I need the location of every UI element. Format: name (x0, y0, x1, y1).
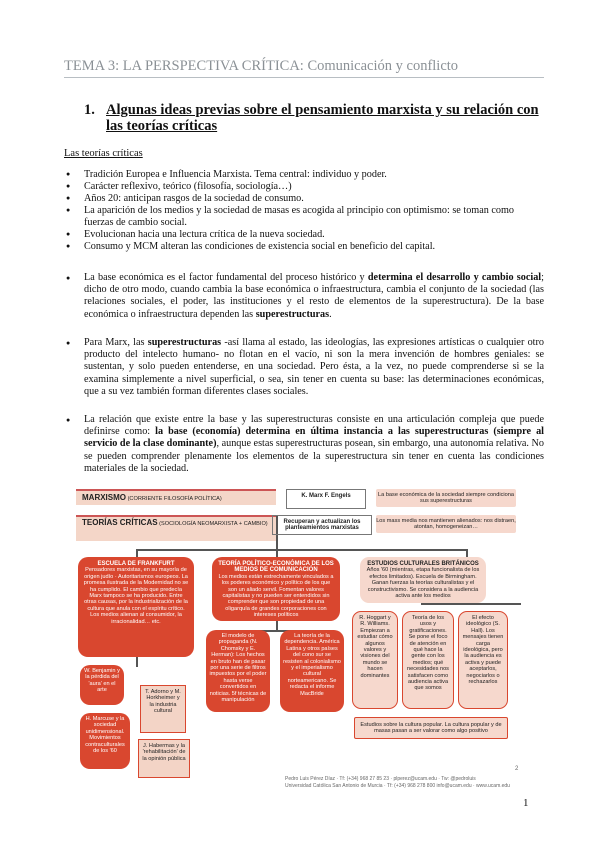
habermas-box: J. Habermas y la 'rehabilitación' de la opinión pública (138, 739, 190, 778)
list-item: ● Evolucionan hacia una lectura crítica de la nueva sociedad. (64, 229, 544, 241)
list-item: ● Consumo y MCM alteran las condiciones de existencia social en beneficio del capital. (64, 241, 544, 253)
diagram-page-number: 2 (515, 766, 519, 772)
efecto-box: El efecto ideológico (S. Hall). Los mensajes tienen carga ideológica, pero la audiencia es activa y puede aceptarlos, negociarlos o rechazarlos (458, 611, 508, 709)
recuperan-note: Los mass media nos mantienen alienados: nos distraen, atontan, homogeneizan… (376, 515, 516, 533)
header-subtitle: Comunicación y conflicto (303, 58, 459, 74)
list-item: ● Años 20: anticipan rasgos de la sociedad de consumo. (64, 193, 544, 205)
marcuse-box: H. Marcuse y la sociedad unidimensional. Movimientos contraculturales de los '60 (80, 713, 130, 769)
propaganda-box: El modelo de propaganda (N. Chomsky y E. Herman): Los hechos en bruto han de pasar por una serie de filtros impuestos por el poder hasta verse convertidos en noticias. 5f técnicas de manipulación (206, 630, 270, 712)
concept-map (76, 485, 534, 778)
paragraph-relacion: ● La relación que existe entre la base y las superestructuras consiste en una articulación compleja que puede definirse como: la base (economía) determina en última instancia a las superestructuras (siempre al servicio de la clase dominante), aunque estas superestructuras posean, sin embargo, una autonomía relativa. No se pueden comprender plenamente los elementos de la superestructura sin tener en cuenta las condiciones materiales de la sociedad. (64, 414, 544, 475)
page-header (64, 58, 544, 78)
hoggart-box: R. Hoggart y R. Williams. Empiezan a estudiar cómo algunos valores y visiones del mundo se hacen dominantes (352, 611, 398, 709)
section-title: Algunas ideas previas sobre el pensamiento marxista y su relación con las teorías críticas (106, 102, 539, 134)
marxismo-band: MARXISMO (CORRIENTE FILOSOFÍA POLÍTICA) (76, 489, 276, 505)
section-number: 1. (84, 102, 95, 118)
usos-box: Teoría de los usos y gratificaciones. Se pone el foco de atención en qué hace la gente con los medios; qué necesidades nos satisfacen como audiencia activa que somos (402, 611, 454, 709)
recuperan-box: Recuperan y actualizan los planteamientos marxistas (272, 515, 372, 535)
list-item: ● Carácter reflexivo, teórico (filosofía, sociología…) (64, 181, 544, 193)
paragraph-superestructuras: ● Para Marx, las superestructuras -así llama al estado, las ideologías, las expresiones artísticas o cualquier otro producto del intelecto humano- no flotan en el vacío, ni son la mera invención de hombres geniales: se sustentan, y solo pueden entenderse, en una sociedad. Pero ésta, a la vez, no puede comprenderse si se la examina simplemente a nivel superficial, o sea, sin tener en cuenta su base: las determinaciones económicas, que a su vez también forman diferentes clases sociales. (64, 337, 544, 398)
bullet-list (64, 169, 544, 253)
benjamin-box: W. Benjamin y la pérdida del 'aura' en el arte (80, 665, 124, 705)
page-number: 1 (523, 797, 529, 809)
header-title: TEMA 3: LA PERSPECTIVA CRÍTICA: (64, 58, 304, 74)
list-item: ● La aparición de los medios y la sociedad de masas es acogida al principio con optimismo: se toman como fuerzas de cambio social. (64, 205, 544, 228)
frankfurt-box: ESCUELA DE FRANKFURT Pensadores marxistas, en su mayoría de origen judío · Autoritarismos europeos. La promesa ilustrada de la Modernidad no se ha cumplido. El cambio que predecía Marx tampoco se ha producido. Entre otras causas, por la industrialización de la cultura que anula con el espíritu crítico. Los medios alienan al consumidor, la irracionalidad… etc. (78, 557, 194, 657)
section-heading (84, 102, 544, 134)
ecb-box: ESTUDIOS CULTURALES BRITÁNICOS Años '60 (mientras, etapa funcionalista de los efectos limitados). Escuela de Birmingham. Ganan fuerzas la teorías culturalistas y el constructivismo. Se considera a la audiencia activa ante los medios (360, 557, 486, 603)
teorias-band: TEORÍAS CRÍTICAS (SOCIOLOGÍA NEOMARXISTA + CAMBIO) (76, 515, 276, 541)
diagram-footer: Pedro Luis Pérez Díaz · Tf: (+34) 968 27 85 23 · plperez@ucam.edu · Tw: @pedroluis Universidad Católica San Antonio de Murcia · Tf: (+34) 968 278 800 info@ucam.edu · www.ucam.edu (285, 776, 510, 789)
marx-note: La base económica de la sociedad siempre condiciona sus superestructuras (376, 489, 516, 507)
paragraph-base-economica: ● La base económica es el factor fundamental del proceso histórico y determina el desarrollo y cambio social; dicho de otro modo, cuando cambia la base económica o infraestructura, cambia el conjunto de la sociedad (las relaciones sociales, el poder, las instituciones y el resto de elementos de la superestructura). De la base económica o infraestructura dependen las superestructuras. (64, 272, 544, 321)
estudios-box: Estudios sobre la cultura popular. La cultura popular y de masas pasan a ser valorar como algo positivo (354, 717, 508, 739)
marx-engels-box: K. Marx F. Engels (286, 489, 366, 509)
list-item: ● Tradición Europea e Influencia Marxista. Tema central: individuo y poder. (64, 169, 544, 181)
dependencia-box: La teoría de la dependencia. América Latina y otros países del cono sur se resisten al colonialismo y el imperialismo cultural norteamericano. Se redacta el informe MacBride (280, 630, 344, 712)
adorno-box: T. Adorno y M. Horkheimer y la industria cultural (140, 685, 186, 733)
tpe-box: TEORÍA POLÍTICO-ECONÓMICA DE LOS MEDIOS DE COMUNICACIÓN Los medios están estrechamente vinculados a los poderes económico y político de los que son un aliado servil. Fomentan valores capitalistas y no pueden ser entendidos sin comprender que son propiedad de una oligarquía de grandes corporaciones con intereses políticos (212, 557, 340, 621)
subheading: Las teorías críticas (64, 148, 143, 159)
